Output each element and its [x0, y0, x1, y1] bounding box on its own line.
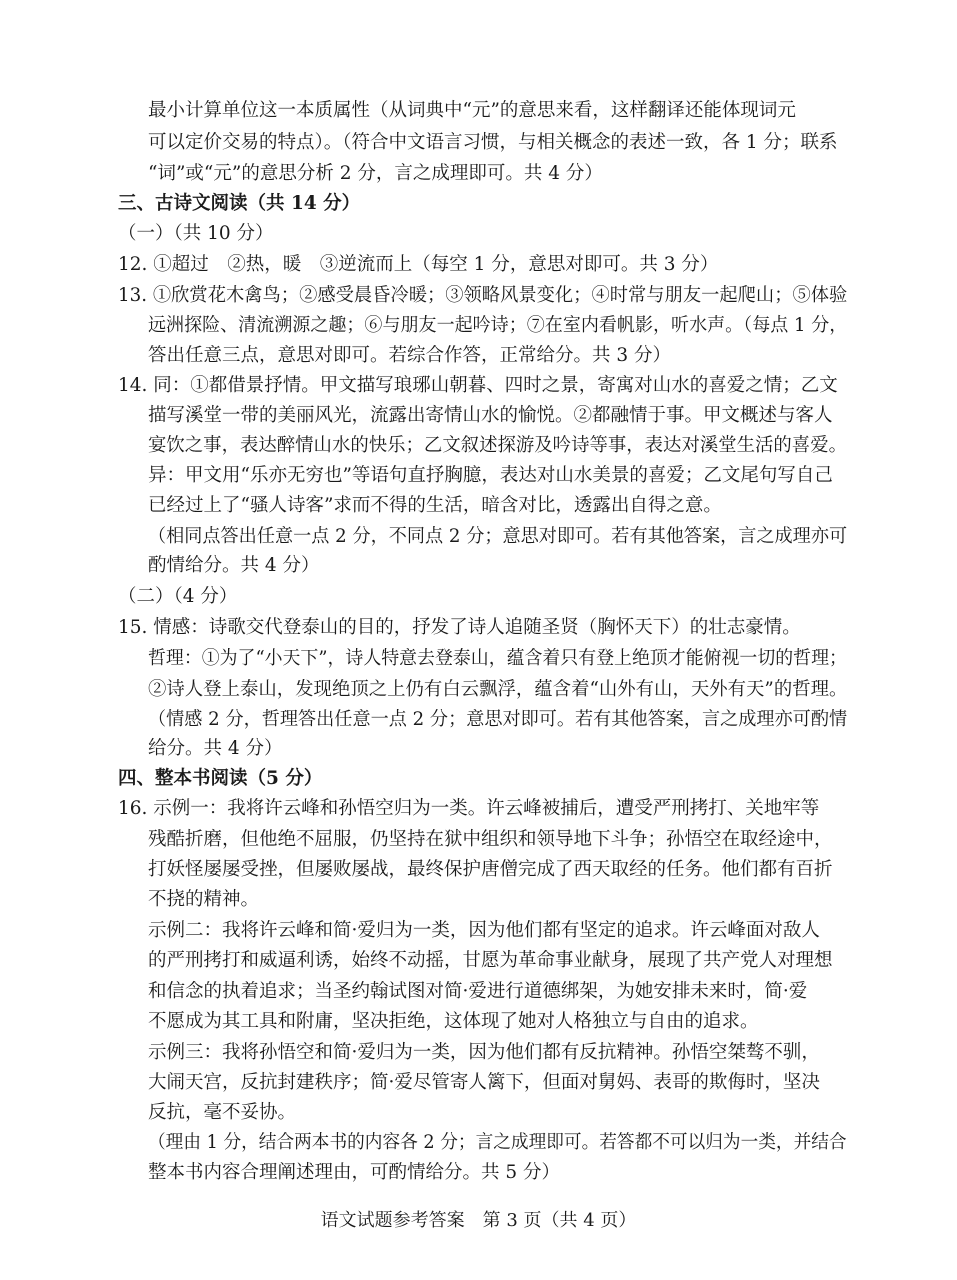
scoring-note: 给分。共 4 分）	[148, 738, 283, 759]
text-line: 宴饮之事，表达醉情山水的快乐；乙文叙述探游及吟诗等事，表达对溪堂生活的喜爱。	[148, 435, 848, 456]
text-line: 示例三：我将孙悟空和简·爱归为一类，因为他们都有反抗精神。孙悟空桀骜不驯，	[148, 1042, 820, 1063]
text-line: 残酷折磨，但他绝不屈服，仍坚持在狱中组织和领导地下斗争；孙悟空在取经途中，	[148, 829, 833, 850]
scoring-note: 整本书内容合理阐述理由，可酌情给分。共 5 分）	[148, 1162, 561, 1183]
answer-16: 16. 示例一：我将许云峰和孙悟空归为一类。许云峰被捕后，遭受严刑拷打、关地牢等	[118, 798, 820, 819]
text-line: 反抗，毫不妥协。	[148, 1102, 297, 1123]
section-heading: 四、整本书阅读（5 分）	[118, 768, 323, 789]
scoring-note: （理由 1 分，结合两本书的内容各 2 分；言之成理即可。若答都不可以归为一类，并结合	[148, 1132, 847, 1153]
text-line: 异：甲文用“乐亦无穷也”等语句直抒胸臆，表达对山水美景的喜爱；乙文尾句写自己	[148, 465, 833, 486]
text-line: 和信念的执着追求；当圣约翰试图对简·爱进行道德绑架，为她安排未来时，简·爱	[148, 981, 808, 1002]
scoring-note: （相同点答出任意一点 2 分，不同点 2 分；意思对即可。若有其他答案，言之成理亦可	[148, 526, 848, 547]
text-line: 哲理：①为了“小天下”，诗人特意去登泰山，蕴含着只有登上绝顶才能俯视一切的哲理；	[148, 648, 847, 669]
text-line: 可以定价交易的特点）。（符合中文语言习惯，与相关概念的表述一致，各 1 分；联系	[148, 132, 838, 153]
text-line: 不愿成为其工具和附庸，坚决拒绝，这体现了她对人格独立与自由的追求。	[148, 1011, 759, 1032]
answer-12: 12. ①超过 ②热，暖 ③逆流而上（每空 1 分，意思对即可。共 3 分）	[118, 254, 719, 275]
section-heading: 三、古诗文阅读（共 14 分）	[118, 193, 361, 214]
text-line: 已经过上了“骚人诗客”求而不得的生活，暗含对比，透露出自得之意。	[148, 495, 722, 516]
text-line: 大闹天宫，反抗封建秩序；简·爱尽管寄人篱下，但面对舅妈、表哥的欺侮时，坚决	[148, 1072, 820, 1093]
text-line: “词”或“元”的意思分析 2 分，言之成理即可。共 4 分）	[148, 163, 603, 184]
text-line: 示例二：我将许云峰和简·爱归为一类，因为他们都有坚定的追求。许云峰面对敌人	[148, 920, 820, 941]
scoring-note: （情感 2 分，哲理答出任意一点 2 分；意思对即可。若有其他答案，言之成理亦可酌情	[148, 709, 848, 730]
text-line: 打妖怪屡屡受挫，但屡败屡战，最终保护唐僧完成了西天取经的任务。他们都有百折	[148, 859, 833, 880]
text-line: 的严刑拷打和威逼利诱，始终不动摇，甘愿为革命事业献身，展现了共产党人对理想	[148, 950, 833, 971]
text-line: ②诗人登上泰山，发现绝顶之上仍有白云飘浮，蕴含着“山外有山，天外有天”的哲理。	[148, 679, 848, 700]
answer-14: 14. 同：①都借景抒情。甲文描写琅琊山朝暮、四时之景，寄寓对山水的喜爱之情；乙文	[118, 375, 838, 396]
answer-15: 15. 情感：诗歌交代登泰山的目的，抒发了诗人追随圣贤（胸怀天下）的壮志豪情。	[118, 617, 801, 638]
text-line: 描写溪堂一带的美丽风光，流露出寄情山水的愉悦。②都融情于事。甲文概述与客人	[148, 405, 833, 426]
subsection-heading: （一）（共 10 分）	[118, 223, 274, 244]
page-footer: 语文试题参考答案 第 3 页（共 4 页）	[320, 1210, 637, 1231]
text-line: 远洲探险、清流溯源之趣；⑥与朋友一起吟诗；⑦在室内看帆影，听水声。（每点 1 分，	[148, 315, 848, 336]
text-line: 不挠的精神。	[148, 889, 260, 910]
text-line: 最小计算单位这一本质属性（从词典中“元”的意思来看，这样翻译还能体现词元	[148, 100, 796, 121]
answer-13: 13. ①欣赏花木禽鸟；②感受晨昏冷暖；③领略风景变化；④时常与朋友一起爬山；⑤体验	[118, 285, 848, 306]
text-line: 答出任意三点，意思对即可。若综合作答，正常给分。共 3 分）	[148, 345, 672, 366]
subsection-heading: （二）（4 分）	[118, 586, 238, 607]
scoring-note: 酌情给分。共 4 分）	[148, 555, 320, 576]
